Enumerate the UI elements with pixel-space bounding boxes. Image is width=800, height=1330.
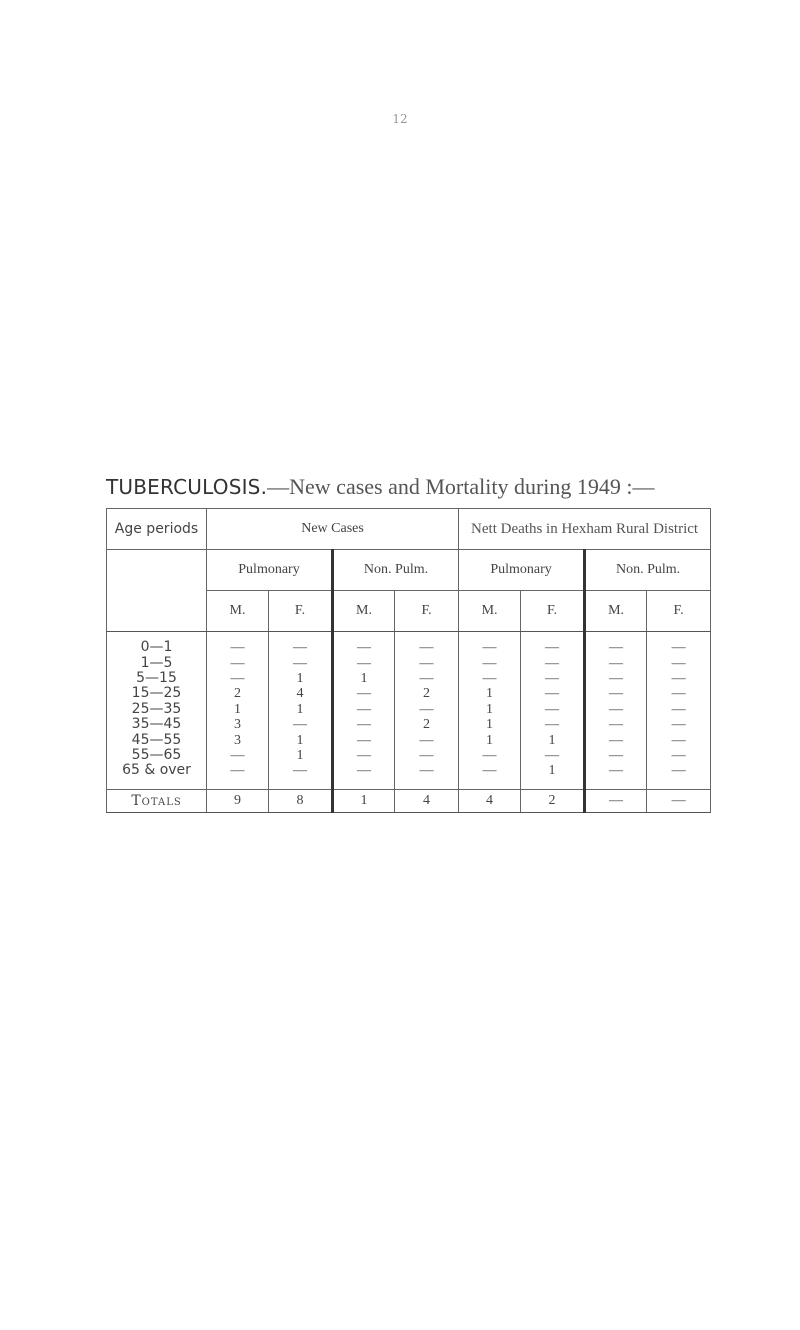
table-cell: —: [521, 686, 585, 701]
table-cell: —: [459, 671, 521, 686]
table-cell: —: [207, 763, 269, 778]
table-cell: —: [647, 671, 711, 686]
table-cell: —: [395, 671, 459, 686]
totals-cell: 4: [459, 789, 521, 812]
table-cell: —: [647, 702, 711, 717]
table-cell: 2: [395, 686, 459, 701]
spacer-row-cell: [647, 779, 711, 790]
age-period-cell: 35—45: [107, 717, 207, 732]
table-cell: —: [333, 640, 395, 655]
table-cell: —: [647, 763, 711, 778]
totals-row: [107, 789, 711, 812]
table-cell: 1: [459, 686, 521, 701]
table-row: [107, 732, 711, 747]
spacer-row-cell: [333, 779, 395, 790]
table-cell: —: [585, 655, 647, 670]
gap-row-cell: [459, 632, 521, 641]
table-cell: —: [647, 640, 711, 655]
spacer-row-age-cell: [107, 779, 207, 790]
table-cell: —: [207, 671, 269, 686]
gap-row-cell: [585, 632, 647, 641]
death-pulm-m-header: M.: [459, 591, 521, 632]
new-nonpulm-m-header: M.: [333, 591, 395, 632]
totals-cell: 8: [269, 789, 333, 812]
table-cell: 2: [395, 717, 459, 732]
totals-cell: 1: [333, 789, 395, 812]
table-cell: 1: [459, 717, 521, 732]
table-row: [107, 763, 711, 778]
totals-cell: 2: [521, 789, 585, 812]
age-header-blank: [107, 550, 207, 632]
table-cell: 1: [269, 671, 333, 686]
age-period-cell: 65 & over: [107, 763, 207, 778]
table-cell: 3: [207, 717, 269, 732]
table-cell: —: [333, 748, 395, 763]
table-row: [107, 655, 711, 670]
table-cell: —: [585, 640, 647, 655]
spacer-row-cell: [207, 779, 269, 790]
gap-row-cell: [521, 632, 585, 641]
table-cell: —: [333, 655, 395, 670]
table-cell: —: [459, 640, 521, 655]
table-cell: 1: [269, 732, 333, 747]
age-period-cell: 55—65: [107, 748, 207, 763]
age-period-cell: 15—25: [107, 686, 207, 701]
totals-cell: —: [647, 789, 711, 812]
table-cell: —: [459, 655, 521, 670]
table-cell: —: [269, 717, 333, 732]
table-cell: —: [585, 671, 647, 686]
death-nonpulm-m-header: M.: [585, 591, 647, 632]
table-row: [107, 686, 711, 701]
table-cell: —: [333, 732, 395, 747]
table-cell: 1: [269, 748, 333, 763]
table-cell: —: [395, 732, 459, 747]
table-cell: —: [585, 686, 647, 701]
table-cell: —: [585, 748, 647, 763]
table-cell: —: [647, 732, 711, 747]
table-cell: 1: [459, 732, 521, 747]
new-pulm-m-header: M.: [207, 591, 269, 632]
age-period-cell: 45—55: [107, 732, 207, 747]
new-non-pulm-header: Non. Pulm.: [333, 550, 459, 591]
table-cell: —: [333, 686, 395, 701]
gap-row-cell: [207, 632, 269, 641]
table-cell: —: [269, 655, 333, 670]
totals-cell: 4: [395, 789, 459, 812]
death-pulm-f-header: F.: [521, 591, 585, 632]
age-period-cell: 5—15: [107, 671, 207, 686]
totals-label: Totals: [107, 789, 207, 812]
table-cell: —: [647, 748, 711, 763]
spacer-row-cell: [521, 779, 585, 790]
table-cell: 1: [269, 702, 333, 717]
nett-deaths-header: Nett Deaths in Hexham Rural District: [459, 509, 711, 550]
title-rest: —New cases and Mortality during 1949 :—: [267, 474, 655, 499]
gap-row-cell: [395, 632, 459, 641]
new-nonpulm-f-header: F.: [395, 591, 459, 632]
table-cell: —: [647, 686, 711, 701]
title-lead: TUBERCULOSIS.: [106, 475, 268, 499]
table-cell: —: [521, 702, 585, 717]
spacer-row-cell: [459, 779, 521, 790]
table-cell: —: [521, 748, 585, 763]
table-cell: —: [395, 640, 459, 655]
table-cell: —: [521, 671, 585, 686]
table-cell: —: [207, 655, 269, 670]
table-cell: —: [333, 702, 395, 717]
table-row: [107, 748, 711, 763]
page-number: 12: [392, 112, 408, 126]
age-period-cell: 0—1: [107, 640, 207, 655]
table-cell: —: [395, 763, 459, 778]
totals-cell: —: [585, 789, 647, 812]
table-cell: —: [269, 640, 333, 655]
table-cell: —: [585, 717, 647, 732]
table-row: [107, 671, 711, 686]
table-cell: —: [333, 763, 395, 778]
table-cell: 1: [333, 671, 395, 686]
age-period-cell: 1—5: [107, 655, 207, 670]
gap-row-cell: [269, 632, 333, 641]
deaths-non-pulm-header: Non. Pulm.: [585, 550, 711, 591]
table-cell: —: [395, 748, 459, 763]
table-cell: 1: [207, 702, 269, 717]
gap-row-cell: [647, 632, 711, 641]
spacer-row: [107, 779, 711, 790]
table-cell: —: [585, 732, 647, 747]
new-pulm-f-header: F.: [269, 591, 333, 632]
table-cell: —: [647, 717, 711, 732]
deaths-pulmonary-header: Pulmonary: [459, 550, 585, 591]
new-cases-header: New Cases: [207, 509, 459, 550]
table-cell: 4: [269, 686, 333, 701]
table-cell: —: [459, 748, 521, 763]
table-cell: 2: [207, 686, 269, 701]
death-nonpulm-f-header: F.: [647, 591, 711, 632]
spacer-row-cell: [395, 779, 459, 790]
table-cell: 3: [207, 732, 269, 747]
gap-row-cell: [333, 632, 395, 641]
table-cell: —: [269, 763, 333, 778]
table-row: [107, 702, 711, 717]
header-row-2: [107, 550, 711, 591]
gap-row: [107, 632, 711, 641]
table-cell: —: [521, 655, 585, 670]
header-row-1: [107, 509, 711, 550]
new-pulmonary-header: Pulmonary: [207, 550, 333, 591]
table-cell: —: [647, 655, 711, 670]
totals-cell: 9: [207, 789, 269, 812]
table-row: [107, 640, 711, 655]
table-cell: —: [395, 655, 459, 670]
tuberculosis-table: [106, 508, 711, 813]
table-cell: —: [585, 763, 647, 778]
table-cell: —: [207, 640, 269, 655]
table-cell: —: [333, 717, 395, 732]
table-cell: 1: [521, 763, 585, 778]
spacer-row-cell: [269, 779, 333, 790]
table-cell: 1: [459, 702, 521, 717]
age-periods-header: Age periods: [107, 509, 207, 550]
spacer-row-cell: [585, 779, 647, 790]
table-cell: —: [395, 702, 459, 717]
page-title: [106, 474, 796, 500]
age-period-cell: 25—35: [107, 702, 207, 717]
table-cell: —: [459, 763, 521, 778]
table-cell: —: [207, 748, 269, 763]
table-cell: —: [585, 702, 647, 717]
table-cell: —: [521, 717, 585, 732]
table-cell: —: [521, 640, 585, 655]
table-cell: 1: [521, 732, 585, 747]
table-row: [107, 717, 711, 732]
